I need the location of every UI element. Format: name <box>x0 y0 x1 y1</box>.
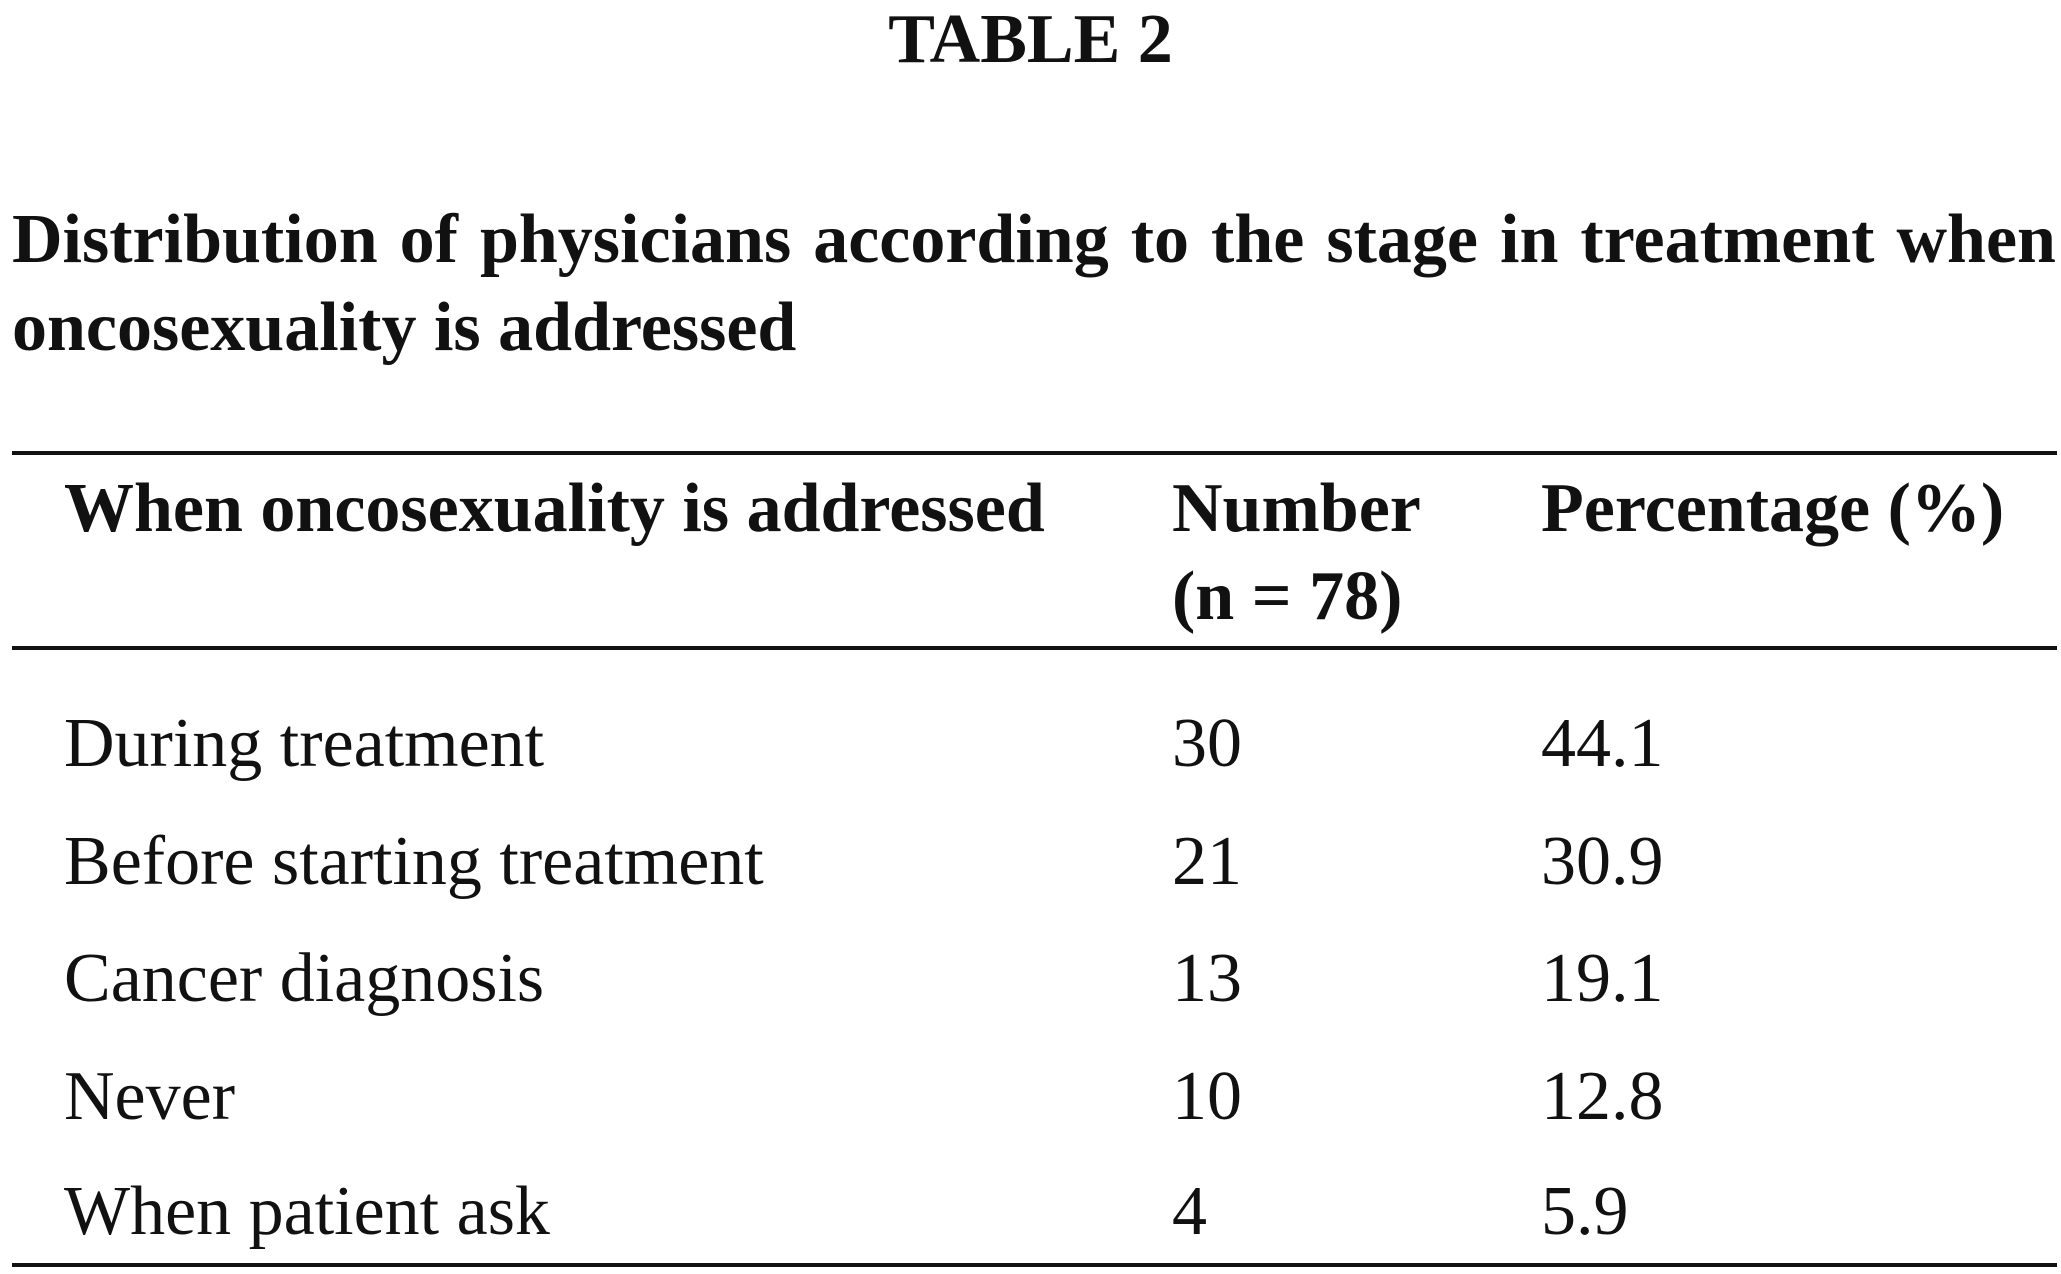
row-percentage: 12.8 <box>1541 1058 1664 1135</box>
row-number: 30 <box>1172 705 1242 782</box>
column-header-number: Number <box>1172 470 1421 547</box>
row-number: 10 <box>1172 1058 1242 1135</box>
table-top-rule <box>12 451 2057 455</box>
column-header-number-n: (n = 78) <box>1172 558 1403 635</box>
table-caption: Distribution of physicians according to the stage in treatment when oncosexuality is addressed <box>12 201 2056 366</box>
row-number: 13 <box>1172 940 1242 1017</box>
row-stage: Before starting treatment <box>64 823 764 900</box>
row-stage: Never <box>64 1058 236 1135</box>
row-percentage: 44.1 <box>1541 705 1664 782</box>
row-percentage: 19.1 <box>1541 940 1664 1017</box>
row-stage: During treatment <box>64 705 545 782</box>
table-header-rule <box>12 646 2057 650</box>
row-percentage: 30.9 <box>1541 823 1664 900</box>
row-stage: Cancer diagnosis <box>64 940 545 1017</box>
column-header-percentage: Percentage (%) <box>1541 470 2005 547</box>
row-percentage: 5.9 <box>1541 1173 1629 1250</box>
table-label: TABLE 2 <box>888 1 1173 78</box>
row-stage: When patient ask <box>64 1173 550 1250</box>
row-number: 4 <box>1172 1173 1207 1250</box>
column-header-stage: When oncosexuality is addressed <box>64 470 1045 547</box>
row-number: 21 <box>1172 823 1242 900</box>
table-bottom-rule <box>12 1263 2057 1267</box>
